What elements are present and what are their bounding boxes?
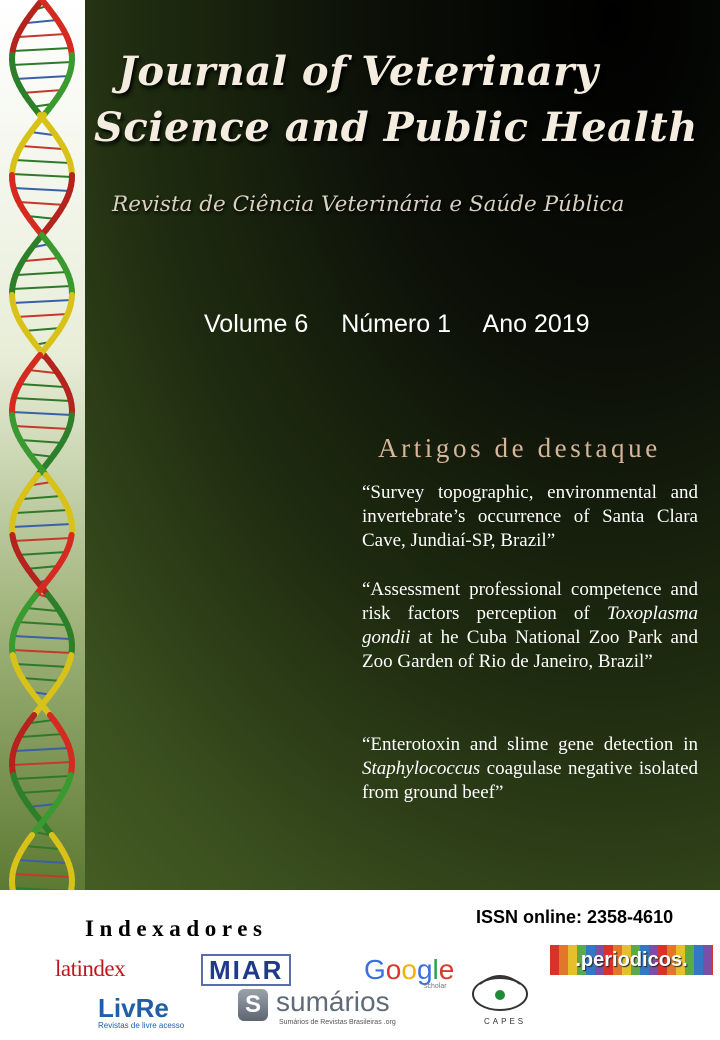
issue-year: Ano 2019: [482, 310, 590, 338]
dna-helix-image: [0, 0, 85, 890]
dna-base-pair: [17, 860, 68, 863]
featured-article-3: “Enterotoxin and slime gene detection in Staphylococcus coagulase negative isolated from ground beef”: [362, 734, 698, 803]
dna-base-pair: [23, 496, 61, 499]
dna-base-pair: [12, 412, 72, 415]
dna-base-pair: [15, 76, 69, 79]
dna-base-pair: [15, 664, 68, 667]
dna-base-pair: [24, 328, 61, 331]
dna-base-pair: [25, 258, 60, 261]
dna-base-pair: [30, 720, 53, 723]
scholar-label: scholar: [424, 983, 447, 990]
indexers-label: Indexadores: [85, 916, 268, 941]
latindex-logo: latindex: [55, 956, 126, 981]
dna-base-pair: [19, 790, 65, 793]
featured-article-2: “Assessment professional competence and risk factors perception of Toxoplasma gondii at he Cuba National Zoo Park and Zoo Garden of Rio de Janeiro, Brazil”: [362, 579, 698, 672]
miar-logo: MIAR: [201, 954, 291, 986]
livre-tagline: Revistas de livre acesso: [98, 1021, 185, 1030]
dna-base-pair: [14, 426, 69, 429]
dna-base-pair: [26, 608, 57, 611]
dna-base-pair: [24, 846, 59, 849]
issue-number: Número 1: [341, 310, 451, 338]
dna-base-pair: [20, 384, 65, 387]
issue-info: [204, 310, 616, 339]
dna-base-pair: [13, 188, 70, 191]
dna-base-pair: [15, 748, 70, 751]
dna-base-pair: [13, 48, 71, 51]
dna-base-pair: [13, 286, 72, 289]
dna-base-pair: [12, 300, 71, 303]
google-scholar-logo: Google: [364, 954, 455, 985]
species-name: Toxoplasma gondii: [362, 603, 698, 648]
dna-base-pair: [12, 174, 72, 177]
dna-base-pair: [18, 552, 67, 555]
dna-base-pair: [18, 34, 65, 37]
dna-base-pair: [19, 202, 65, 205]
dna-base-pair: [18, 622, 66, 625]
dna-base-pair: [22, 90, 62, 93]
journal-title-line-2: Science and Public Health: [94, 104, 698, 151]
sumarios-tagline: Sumários de Revistas Brasileiras .org: [279, 1019, 396, 1026]
dna-base-pair: [17, 272, 67, 275]
sumarios-logo: sumários: [276, 986, 390, 1017]
capes-logo: CAPES: [484, 1017, 527, 1026]
journal-subtitle: Revista de Ciência Veterinária e Saúde Pública: [112, 192, 625, 217]
dna-base-pair: [20, 440, 63, 443]
dna-base-pair: [21, 146, 62, 149]
dna-helix-strip: [0, 0, 85, 890]
dna-base-pair: [22, 678, 62, 681]
dna-base-pair: [15, 160, 69, 163]
indexers-footer: [0, 890, 720, 1040]
dna-base-pair: [12, 762, 72, 765]
periodicos-logo: .periodicos.: [575, 949, 688, 971]
sumarios-icon: S: [238, 989, 268, 1021]
dna-base-pair: [13, 636, 71, 639]
dna-base-pair: [13, 538, 71, 541]
dna-base-pair: [13, 874, 72, 877]
genus-name: Staphylococcus: [362, 758, 481, 779]
issn-online: ISSN online: 2358-4610: [476, 907, 674, 927]
dna-base-pair: [14, 776, 71, 779]
featured-article-1: “Survey topographic, environmental and invertebrate’s occurrence of Santa Clara Cave, Jundiaí-SP, Brazil”: [362, 482, 698, 551]
featured-articles-heading: Artigos de destaque: [378, 433, 661, 463]
dna-base-pair: [27, 20, 58, 23]
issue-volume: Volume 6: [204, 310, 309, 338]
dna-base-pair: [14, 398, 70, 401]
dna-base-pair: [16, 314, 67, 317]
dna-base-pair: [28, 370, 55, 373]
dna-base-pair: [12, 650, 72, 653]
dna-base-pair: [12, 524, 72, 527]
journal-title-line-1: Journal of Veterinary: [118, 48, 599, 95]
livre-logo: LivRe: [98, 993, 169, 1023]
dna-base-pair: [12, 62, 72, 65]
capes-emblem-icon: [470, 970, 530, 1016]
dna-base-pair: [21, 734, 63, 737]
dna-base-pair: [16, 510, 69, 513]
